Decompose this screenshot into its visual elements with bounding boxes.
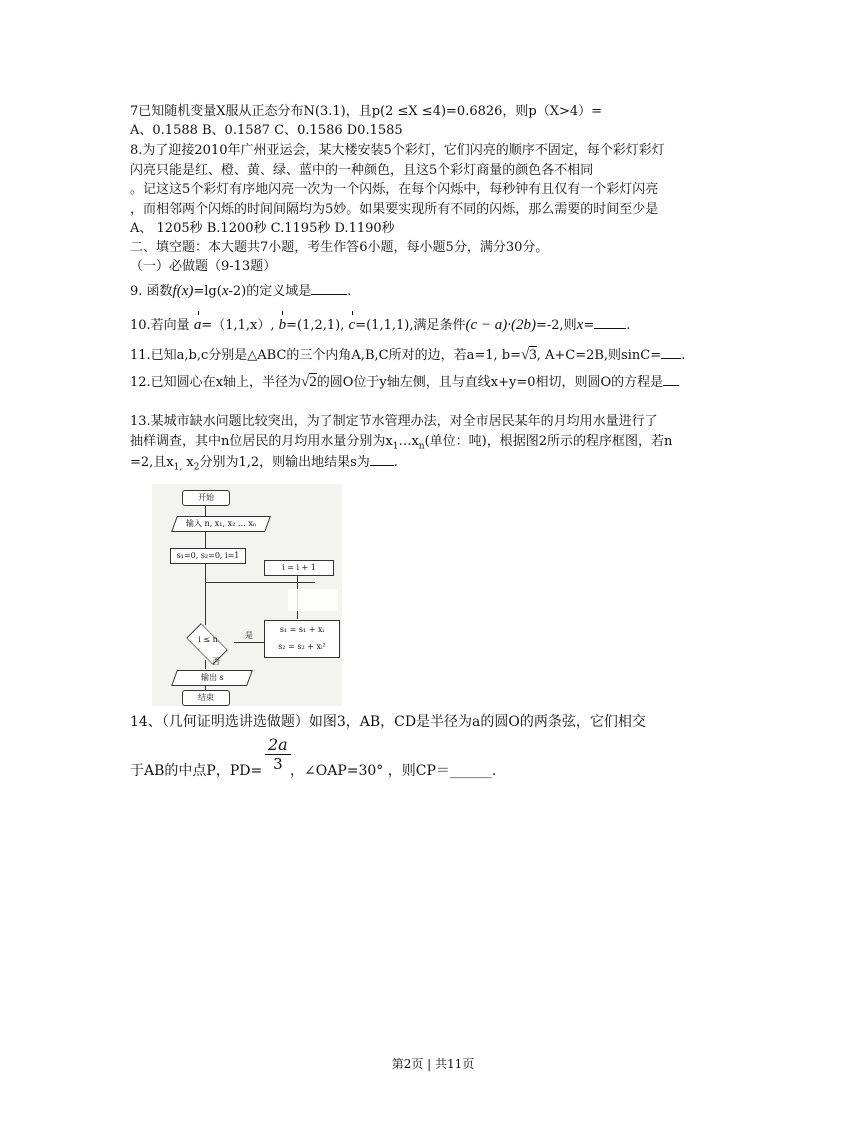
q9-prefix: 9. 函数 — [130, 284, 173, 299]
q10-vector-b: b — [278, 317, 287, 333]
q10-x: x — [576, 317, 584, 333]
flow-yes-label: 是 — [245, 631, 253, 640]
flow-start: 开始 — [182, 490, 230, 506]
flow-increment: i = i + 1 — [264, 560, 334, 576]
flow-end: 结束 — [182, 690, 230, 706]
flow-arrow — [205, 563, 206, 625]
q13-line2-b: …x — [398, 434, 419, 449]
q13-line3-b: x — [182, 455, 194, 470]
q10-prefix: 10.若向量 — [130, 318, 190, 333]
q13-sub-n: n — [418, 441, 425, 452]
q10-answer-blank[interactable] — [594, 316, 626, 329]
q9-x: x — [221, 283, 229, 299]
q9-fx: f(x) — [172, 283, 194, 299]
flow-body-line2: s₂ = s₂ + xᵢ² — [278, 642, 326, 651]
q14-frac-den: 3 — [273, 755, 283, 773]
flow-init: s₁=0, s₂=0, i=1 — [170, 548, 246, 564]
q7-options: A、0.1588 B、0.1587 C、0.1586 D0.1585 — [130, 123, 403, 138]
flow-arrow — [205, 660, 206, 669]
q13-sub-x2: 2 — [193, 462, 200, 473]
flow-no-label: 否 — [212, 657, 220, 666]
q8-line2: 闪亮只能是红、橙、黄、绿、蓝中的一种颜色，且这5个彩灯商量的颜色各不相同 — [130, 163, 594, 178]
q12-sqrt-sign: √ — [301, 374, 310, 390]
flow-output-text: 输出 s — [200, 673, 224, 682]
page-footer: 第2页 | 共11页 — [391, 1057, 475, 1071]
q9-answer-blank[interactable] — [311, 282, 347, 295]
flow-loop-line — [205, 582, 315, 583]
flow-output — [171, 670, 253, 686]
q13-line3-c: 分别为1,2，则输出地结果s为 — [199, 455, 370, 470]
q8-line4: ，而相邻两个闪烁的时间间隔均为5妙。如果要实现所有不同的闪烁，那么需要的时间至少是 — [130, 202, 659, 217]
q11-prefix: 11.已知a,b,c分别是△ABC的三个内角A,B,C所对的边，若a=1, b= — [130, 348, 521, 363]
flow-input — [171, 516, 271, 532]
q12-prefix: 12.已知圆心在x轴上，半径为 — [130, 375, 302, 390]
q8-line3: 。记这这5个彩灯有序地闪亮一次为一个闪烁，在每个闪烁中，每秒钟有且仅有一个彩灯闪亮 — [130, 182, 659, 197]
flow-arrow — [205, 505, 206, 516]
q13-line3-a: =2,且x — [130, 455, 174, 470]
q10: 10.若向量 a=（1,1,x）, b=(1,2,1), c=(1,1,1),满足条件(c − a)·(2b)=-2,则x= . — [130, 317, 631, 333]
q12 — [130, 373, 679, 392]
q13-line1: 13.某城市缺水问题比较突出，为了制定节水管理办法，对全市居民某年的月均用水量进行了 — [130, 414, 658, 429]
q14-prefix: 于AB的中点P，PD= — [130, 763, 263, 779]
q10-a-value: =（1,1,x）, — [201, 318, 275, 333]
flow-body-line1: s₁ = s₁ + xᵢ — [279, 625, 325, 634]
flow-condition-text: i ≤ n — [198, 635, 218, 644]
q14-frac-num: 2a — [265, 736, 291, 755]
q10-b-value: =(1,2,1), — [286, 318, 345, 333]
q9: 9. 函数f(x)=lg(x-2)的定义域是 . — [130, 283, 352, 299]
q10-eq: = — [583, 318, 595, 333]
q9-mid: =lg( — [193, 284, 222, 299]
q11: 11.已知a,b,c分别是△ABC的三个内角A,B,C所对的边，若a=1, b=√3, A+C=2B,则sinC= . — [130, 347, 686, 363]
q7-stem: 7已知随机变量X服从正态分布N(3.1)，且p(2 ≤X ≤4)=0.6826，则p（X>4）= — [130, 104, 603, 119]
q14-line1: 14、（几何证明选讲选做题）如图3，AB，CD是半径为a的圆O的两条弦，它们相交 — [130, 714, 646, 730]
q12-answer-blank[interactable] — [663, 373, 679, 386]
flow-body — [264, 620, 340, 658]
q12-sqrt-value: 2 — [309, 374, 317, 390]
flow-condition-diamond — [186, 623, 228, 665]
q11-suffix: , A+C=2B,则sinC= — [536, 348, 662, 363]
q13-answer-blank[interactable] — [370, 453, 394, 466]
flow-smudge — [288, 589, 338, 611]
q11-sqrt-value: 3 — [529, 347, 537, 363]
q11-sqrt-sign: √ — [520, 347, 530, 363]
section2-subtitle: （一）必做题（9-13题） — [130, 259, 277, 274]
q14-fraction — [265, 736, 291, 773]
flowchart-figure — [152, 484, 342, 706]
q10-expression: (c − a)·(2b) — [465, 317, 536, 333]
q8-line1: 8.为了迎接2010年广州亚运会，某大楼安装5个彩灯，它们闪亮的顺序不固定，每个彩灯彩灯 — [130, 143, 665, 158]
q10-tail: =-2,则 — [535, 318, 577, 333]
q8-options: A、 1205秒 B.1200秒 C.1195秒 D.1190秒 — [130, 221, 395, 236]
q11-answer-blank[interactable] — [661, 346, 681, 359]
q13-line2-c: (单位：吨)，根据图2所示的程序框图，若n — [424, 434, 673, 449]
flow-arrow — [205, 531, 206, 548]
q13-sub-x1: 1, — [173, 462, 183, 473]
q14-suffix: ，∠OAP=30° ，则CP＝______. — [290, 763, 497, 779]
q10-vector-a: a — [193, 317, 202, 333]
flow-input-text: 输入 n, x₁, x₂ … xₙ — [185, 519, 257, 528]
q13-sub-1: 1 — [392, 441, 399, 452]
q10-c-value: =(1,1,1),满足条件 — [355, 318, 466, 333]
section2-title: 二、填空题：本大题共7小题，考生作答6小题，每小题5分，满分30分。 — [130, 240, 549, 255]
q10-vector-c: c — [348, 317, 356, 333]
q12-suffix: 的圆O位于y轴左侧，且与直线x+y=0相切，则圆O的方程是 — [316, 375, 664, 390]
q13-line2-a: 抽样调查，其中n位居民的月均用水量分别为x — [130, 434, 393, 449]
q9-suffix: -2)的定义域是 — [228, 284, 312, 299]
flow-yes-line — [234, 642, 264, 643]
q13-line3: =2,且$x_{1,}$ $x_2$分别为1,2，则输出地结果s为 . — [130, 455, 398, 473]
